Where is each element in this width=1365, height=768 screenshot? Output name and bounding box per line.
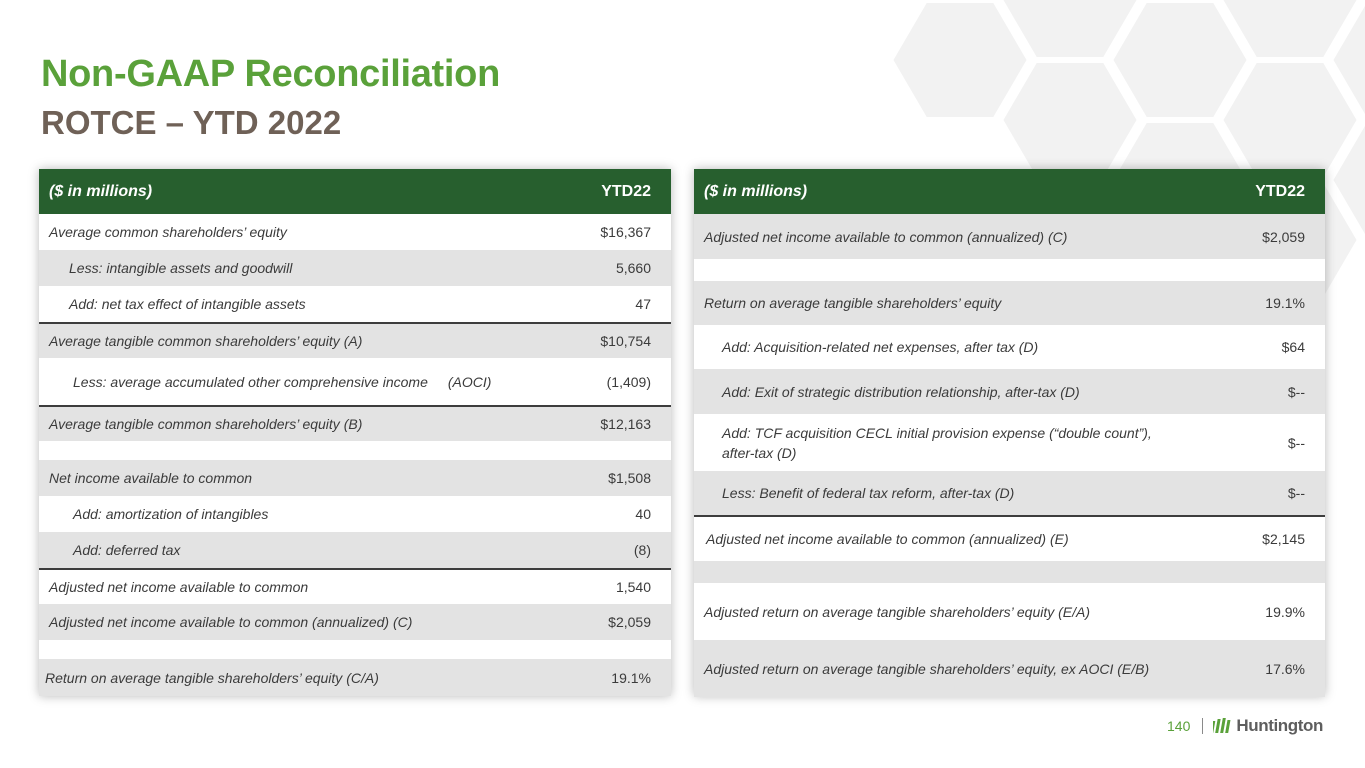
header-label: ($ in millions) <box>49 182 153 200</box>
table-row: Return on average tangible shareholders’ equity 19.1% <box>694 281 1325 325</box>
footer <box>1167 716 1323 736</box>
right-reconciliation-table <box>694 169 1325 696</box>
table-row: Add: amortization of intangibles 40 <box>73 506 651 522</box>
table-spacer-row <box>694 561 1325 583</box>
table-row: Adjusted net income available to common 1,540 <box>39 568 671 604</box>
table-row: Adjusted return on average tangible shareholders’ equity (E/A) 19.9% <box>704 603 1305 620</box>
table-row: Add: deferred tax (8) <box>39 532 671 568</box>
header-period: YTD22 <box>1255 182 1305 200</box>
table-row: Adjusted net income available to common (annualized) (C) $2,059 <box>39 604 671 640</box>
table-row: Average tangible common shareholders’ equity (A) $10,754 <box>39 322 671 358</box>
table-row: Average common shareholders’ equity $16,367 <box>49 224 651 240</box>
huntington-logo <box>1213 716 1323 736</box>
table-row: Return on average tangible shareholders’ equity (C/A) 19.1% <box>39 659 671 696</box>
table-row: Add: TCF acquisition CECL initial provision expense (“double count”), after-tax (D) $-- <box>722 424 1305 461</box>
table-header <box>39 169 671 214</box>
table-row: Adjusted return on average tangible shareholders’ equity, ex AOCI (E/B) 17.6% <box>694 640 1325 697</box>
page-subtitle: ROTCE – YTD 2022 <box>41 104 342 141</box>
header-label: ($ in millions) <box>704 182 808 200</box>
table-row: Add: net tax effect of intangible assets 47 <box>69 296 651 312</box>
table-row: Net income available to common $1,508 <box>39 460 671 496</box>
header-period: YTD22 <box>601 182 651 200</box>
left-reconciliation-table <box>39 169 671 696</box>
table-spacer-row <box>39 441 671 460</box>
page-title: Non-GAAP Reconciliation <box>41 53 500 95</box>
table-header <box>694 169 1325 214</box>
huntington-logo-icon <box>1213 717 1233 735</box>
table-row: Less: intangible assets and goodwill 5,660 <box>39 250 671 286</box>
table-row: Add: Acquisition-related net expenses, after tax (D) $64 <box>722 339 1305 355</box>
page-number: 140 <box>1167 718 1191 734</box>
table-spacer-row <box>694 259 1325 281</box>
table-row: Adjusted net income available to common (annualized) (C) $2,059 <box>694 214 1325 259</box>
table-row: Average tangible common shareholders’ equity (B) $12,163 <box>39 405 671 441</box>
table-row: Adjusted net income available to common (annualized) (E) $2,145 <box>694 515 1325 561</box>
table-row: Less: average accumulated other comprehensive income (AOCI) (1,409) <box>73 373 651 390</box>
table-row: Add: Exit of strategic distribution relationship, after-tax (D) $-- <box>694 369 1325 414</box>
table-spacer-row <box>39 640 671 659</box>
table-row: Less: Benefit of federal tax reform, after-tax (D) $-- <box>694 471 1325 515</box>
brand-name: Huntington <box>1236 716 1323 735</box>
footer-divider <box>1202 718 1203 734</box>
